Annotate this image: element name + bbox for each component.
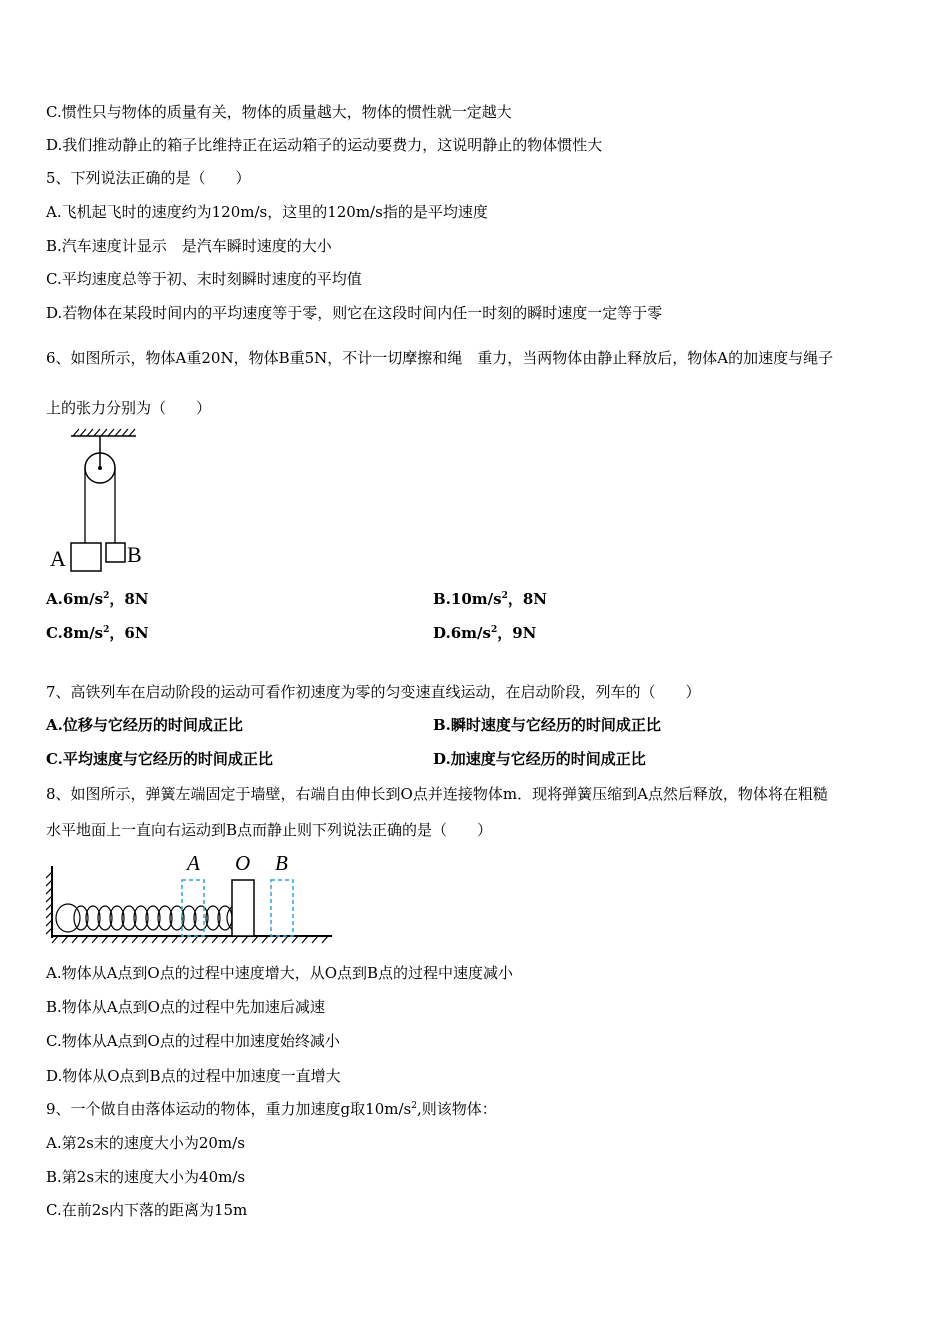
q4-option-d: D.我们推动静止的箱子比维持正在运动箱子的运动要费力，这说明静止的物体惯性大 [46, 136, 603, 154]
q9-option-a: A.第2s末的速度大小为20m/s [46, 1134, 245, 1152]
block-m [232, 880, 254, 936]
q7-option-b: B.瞬时速度与它经历的时间成正比 [433, 716, 661, 734]
q5-stem: 5、下列说法正确的是（ ） [46, 169, 251, 187]
q9-stem: 9、一个做自由落体运动的物体，重力加速度g取$10m/s^2$,则该物体： [46, 1100, 497, 1118]
q9-option-c: C.在前2s内下落的距离为15m [46, 1201, 248, 1219]
q5-option-b: B.汽车速度计显示 是汽车瞬时速度的大小 [46, 237, 332, 255]
q8-option-d: D.物体从O点到B点的过程中加速度一直增大 [46, 1067, 341, 1085]
q9-option-b: B.第2s末的速度大小为40m/s [46, 1168, 246, 1186]
q7-option-a: A.位移与它经历的时间成正比 [46, 716, 243, 734]
position-b-box [271, 880, 293, 936]
label-b: B [127, 542, 142, 567]
q5-option-c: C.平均速度总等于初、末时刻瞬时速度的平均值 [46, 270, 362, 288]
q6-stem-line2: 上的张力分别为（ ） [46, 399, 212, 417]
block-b [106, 543, 125, 562]
q6-option-d: $D.6m/s^2$，9N [433, 624, 537, 642]
q6-stem-line1: 6、如图所示，物体A重20N，物体B重5N，不计一切摩擦和绳 重力，当两物体由静止释放后，物体A的加速度与绳子 [46, 349, 834, 367]
q8-option-a: A.物体从A点到O点的过程中速度增大，从O点到B点的过程中速度减小 [46, 964, 514, 982]
label-o: O [235, 851, 251, 875]
pulley-figure [46, 428, 156, 578]
q7-stem: 7、高铁列车在启动阶段的运动可看作初速度为零的匀变速直线运动，在启动阶段，列车的（ ） [46, 683, 701, 701]
spring-figure [44, 848, 336, 948]
block-a [71, 543, 101, 571]
q7-option-d: D.加速度与它经历的时间成正比 [433, 750, 646, 768]
q6-option-b: $B.10m/s^2$，8N [433, 590, 547, 608]
q5-option-a: A.飞机起飞时的速度约为120m/s，这里的120m/s指的是平均速度 [46, 203, 488, 221]
spring-coil [56, 904, 251, 932]
label-b: B [275, 851, 288, 875]
q7-option-c: C.平均速度与它经历的时间成正比 [46, 750, 273, 768]
q8-stem-line2: 水平地面上一直向右运动到B点而静止则下列说法正确的是（ ） [46, 821, 493, 839]
q8-option-b: B.物体从A点到O点的过程中先加速后减速 [46, 998, 325, 1016]
label-a: A [50, 546, 66, 571]
q5-option-d: D.若物体在某段时间内的平均速度等于零，则它在这段时间内任一时刻的瞬时速度一定等于零 [46, 304, 663, 322]
q6-option-a: $A.6m/s^2$，8N [46, 590, 149, 608]
q6-option-c: $C.8m/s^2$，6N [46, 624, 149, 642]
ground-hatch [52, 936, 328, 943]
pulley-axle [98, 466, 102, 470]
q8-option-c: C.物体从A点到O点的过程中加速度始终减小 [46, 1032, 340, 1050]
label-a: A [187, 851, 200, 875]
ceiling-hatch [73, 429, 135, 436]
q8-stem-line1: 8、如图所示，弹簧左端固定于墙壁，右端自由伸长到O点并连接物体m．现将弹簧压缩到A点然后释放，物体将在粗糙 [46, 785, 828, 803]
q4-option-c: C.惯性只与物体的质量有关，物体的质量越大，物体的惯性就一定越大 [46, 103, 512, 121]
